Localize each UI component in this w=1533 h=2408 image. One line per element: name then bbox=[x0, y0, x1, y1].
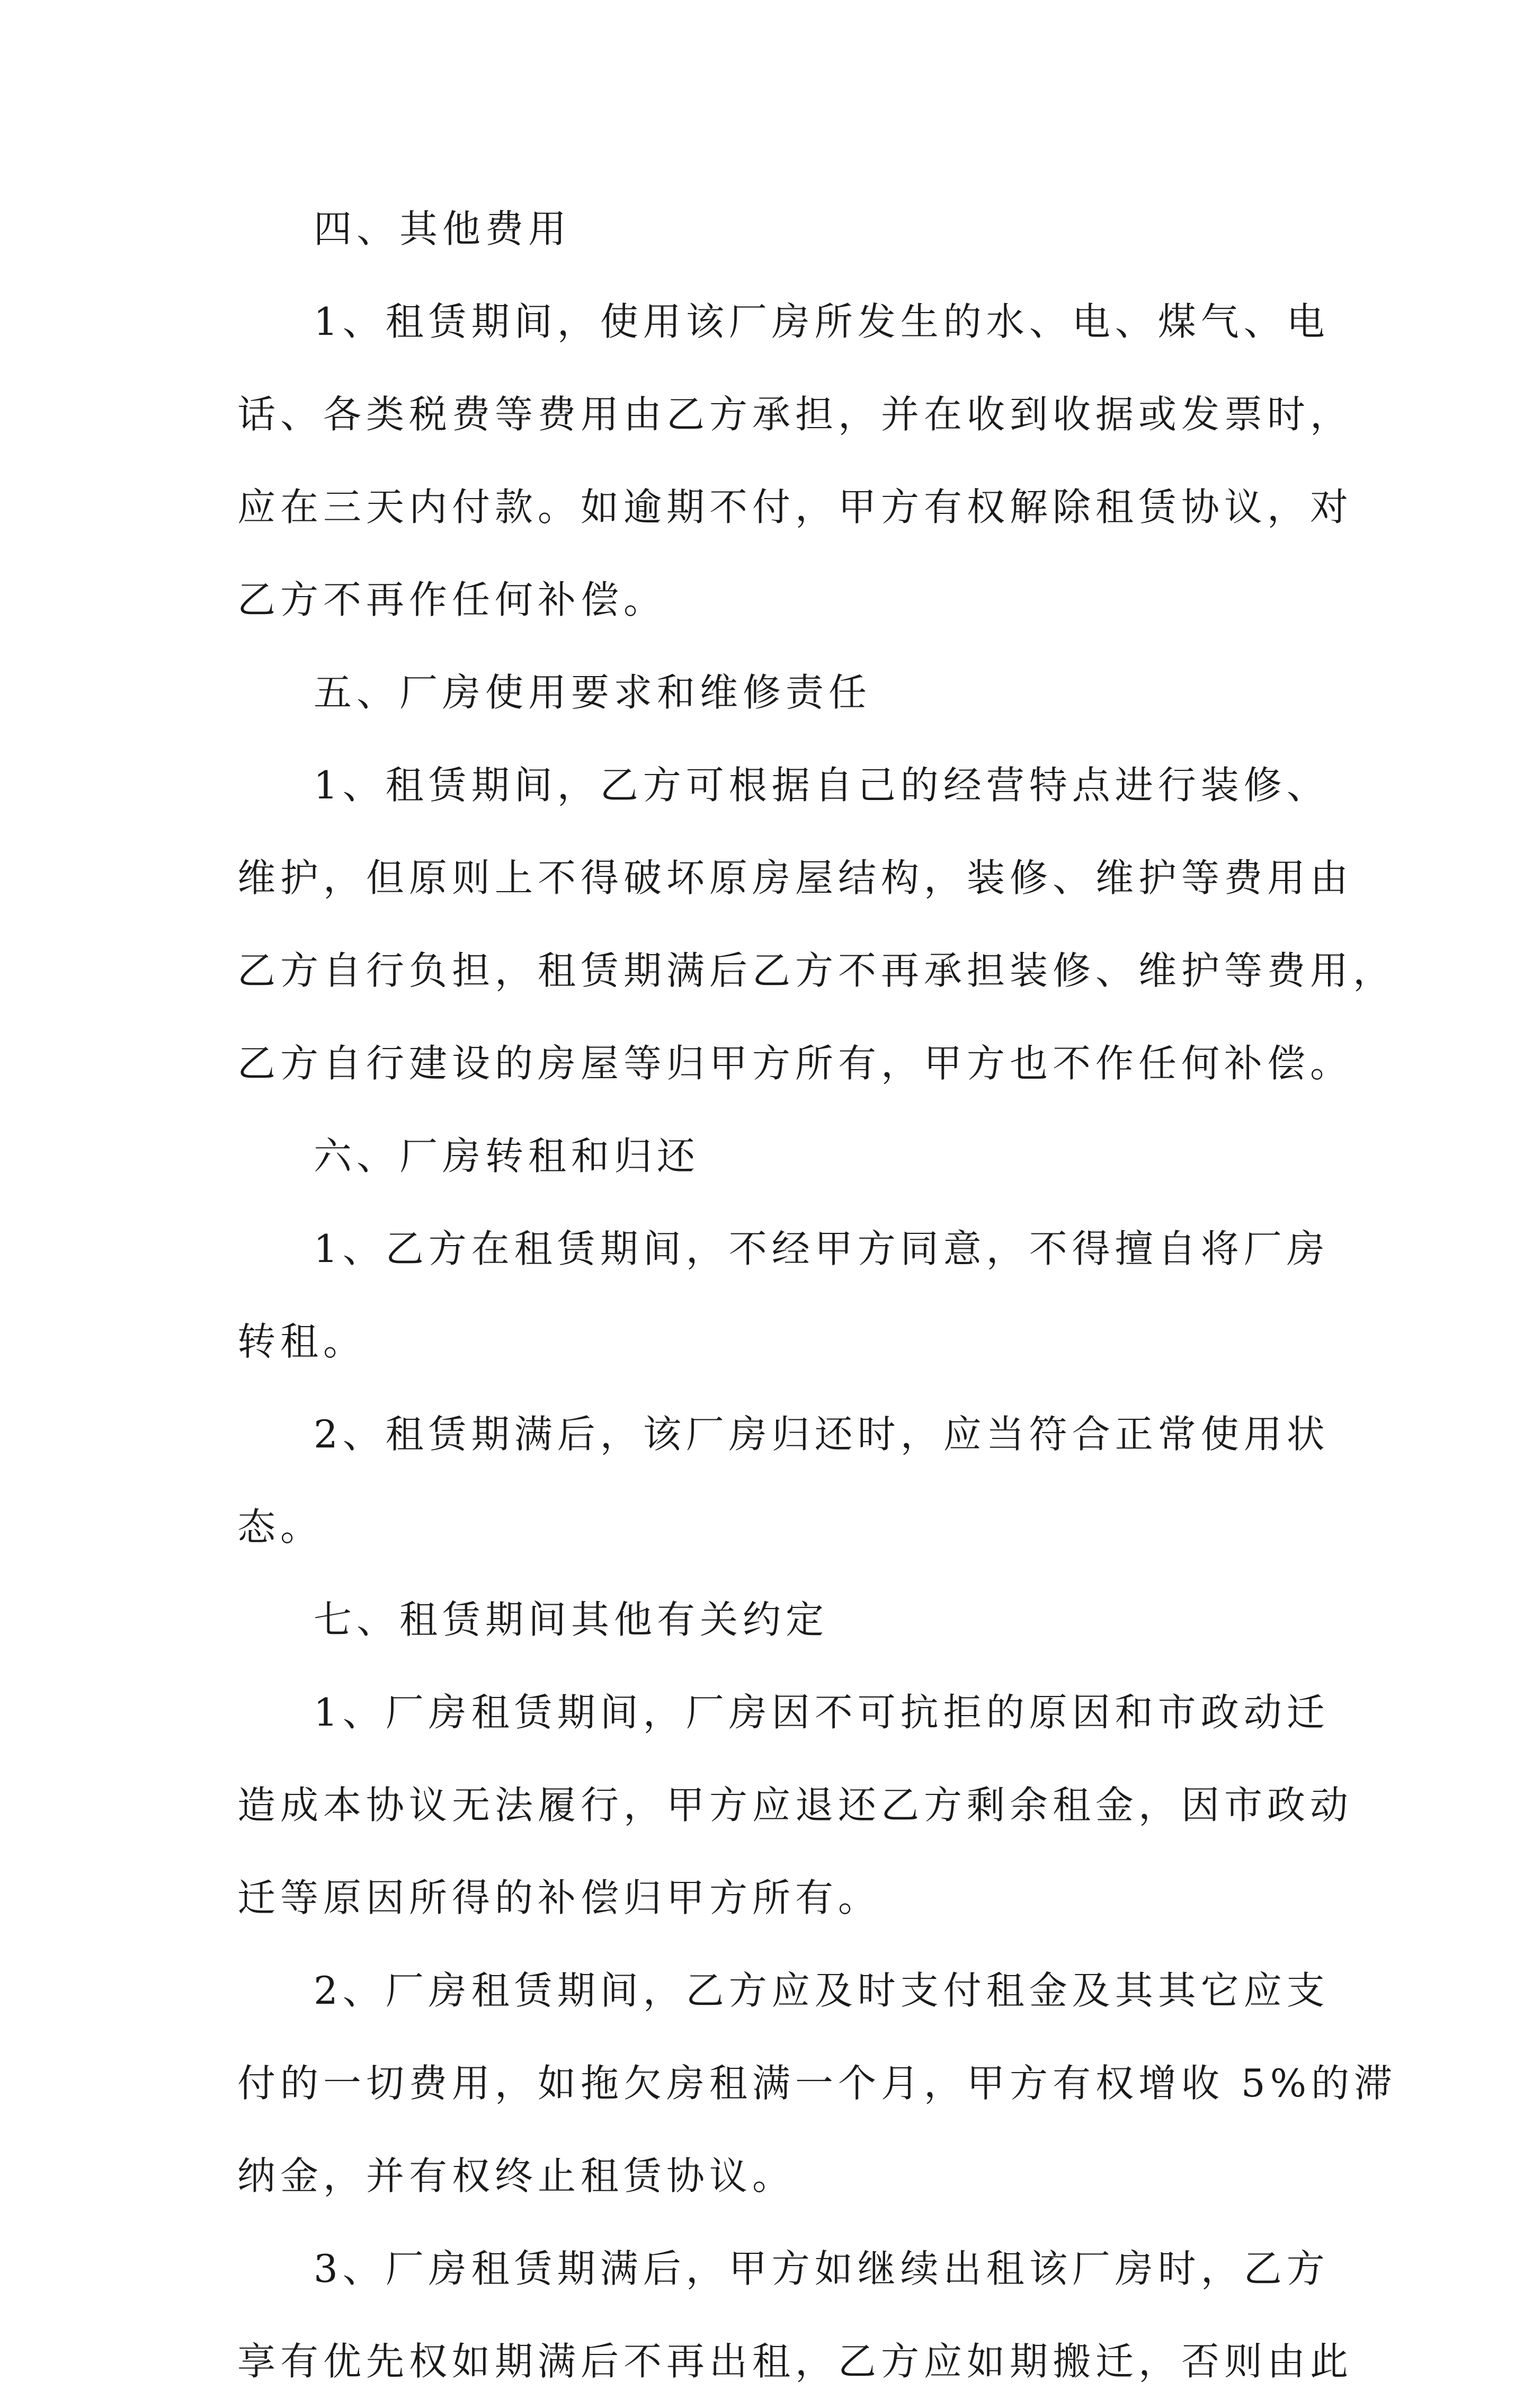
text-line: 乙方不再作任何补偿。 bbox=[237, 577, 667, 622]
text-line: 六、厂房转租和归还 bbox=[314, 1134, 700, 1178]
clause-paragraph bbox=[237, 1388, 1339, 1574]
document-body bbox=[237, 183, 1397, 2408]
text-line: 乙方自行负担，租赁期满后乙方不再承担装修、维护等费用， bbox=[237, 948, 1396, 993]
text-line: 纳金，并有权终止租赁协议。 bbox=[237, 2154, 796, 2198]
section-heading bbox=[237, 1574, 1339, 1666]
text-line: 2、厂房租赁期间，乙方应及时支付租金及其其它应支 bbox=[314, 1968, 1330, 2013]
text-line: 态。 bbox=[237, 1505, 324, 1549]
clause-paragraph bbox=[237, 1203, 1339, 1388]
clause-paragraph bbox=[237, 1944, 1397, 2223]
text-line: 迁等原因所得的补偿归甲方所有。 bbox=[237, 1876, 881, 1920]
clause-paragraph bbox=[237, 739, 1396, 1110]
text-line: 应在三天内付款。如逾期不付，甲方有权解除租赁协议，对 bbox=[237, 485, 1353, 529]
text-line: 2、租赁期满后，该厂房归还时，应当符合正常使用状 bbox=[314, 1412, 1330, 1456]
clause-paragraph bbox=[237, 2223, 1353, 2408]
text-line: 3、厂房租赁期满后，甲方如继续出租该厂房时，乙方 bbox=[314, 2246, 1330, 2291]
text-line: 维护，但原则上不得破坏原房屋结构，装修、维护等费用由 bbox=[237, 856, 1353, 900]
text-line: 1、乙方在租赁期间，不经甲方同意，不得擅自将厂房 bbox=[314, 1227, 1330, 1271]
text-line: 五、厂房使用要求和维修责任 bbox=[314, 670, 872, 715]
text-line: 1、租赁期间，使用该厂房所发生的水、电、煤气、电 bbox=[314, 299, 1330, 344]
text-line: 话、各类税费等费用由乙方承担，并在收到收据或发票时， bbox=[237, 392, 1353, 437]
section-heading bbox=[237, 1110, 1339, 1203]
text-line: 造成本协议无法履行，甲方应退还乙方剩余租金，因市政动 bbox=[237, 1783, 1353, 1827]
section-heading bbox=[237, 183, 1339, 276]
clause-paragraph bbox=[237, 1666, 1353, 1944]
clause-paragraph bbox=[237, 276, 1353, 646]
section-heading bbox=[237, 646, 1339, 739]
text-line: 付的一切费用，如拖欠房租满一个月，甲方有权增收 5%的滞 bbox=[237, 2061, 1397, 2105]
text-line: 1、厂房租赁期间，厂房因不可抗拒的原因和市政动迁 bbox=[314, 1690, 1330, 1735]
text-line: 1、租赁期间，乙方可根据自己的经营特点进行装修、 bbox=[314, 763, 1330, 807]
text-line: 转租。 bbox=[237, 1319, 367, 1364]
text-line: 四、其他费用 bbox=[314, 207, 572, 251]
text-line: 享有优先权如期满后不再出租，乙方应如期搬迁，否则由此 bbox=[237, 2339, 1353, 2384]
text-line: 七、租赁期间其他有关约定 bbox=[314, 1597, 829, 1642]
text-line: 乙方自行建设的房屋等归甲方所有，甲方也不作任何补偿。 bbox=[237, 1041, 1353, 1086]
